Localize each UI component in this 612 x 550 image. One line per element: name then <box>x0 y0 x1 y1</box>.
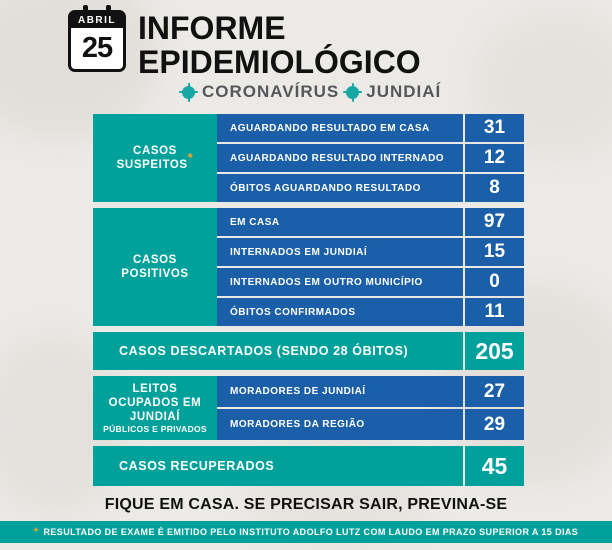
row-value: 15 <box>465 238 524 266</box>
asterisk-marker: * <box>33 526 39 538</box>
category-line1: LEITOS <box>132 382 178 395</box>
row-value: 29 <box>465 409 524 440</box>
row-label: ÓBITOS AGUARDANDO RESULTADO <box>217 174 463 202</box>
row-value: 31 <box>465 114 524 142</box>
row-value: 27 <box>465 376 524 407</box>
category-label-positivos <box>93 208 217 326</box>
row-value: 8 <box>465 174 524 202</box>
row-label: INTERNADOS EM OUTRO MUNICÍPIO <box>217 268 463 296</box>
row-casos-recuperados <box>93 446 524 486</box>
table-row <box>217 268 524 296</box>
category-line2: SUSPEITOS* <box>116 150 194 171</box>
footer-message: FIQUE EM CASA. SE PRECISAR SAIR, PREVINA-SE <box>104 496 508 513</box>
table-row <box>217 238 524 266</box>
row-label: AGUARDANDO RESULTADO EM CASA <box>217 114 463 142</box>
rows-positivos <box>217 208 524 326</box>
category-line2: OCUPADOS EM <box>108 396 202 409</box>
row-casos-descartados <box>93 332 524 370</box>
category-line3: JUNDIAÍ <box>129 410 181 423</box>
category-line1: CASOS <box>133 254 177 266</box>
title-group <box>138 10 441 102</box>
asterisk-marker: * <box>187 150 194 165</box>
data-blocks <box>0 114 612 486</box>
row-label: ÓBITOS CONFIRMADOS <box>217 298 463 326</box>
row-label: MORADORES DA REGIÃO <box>217 409 463 440</box>
category-line1: CASOS <box>133 145 177 157</box>
category-label-suspeitos <box>93 114 217 202</box>
subtitle-coronavirus: CORONAVÍRUS <box>202 82 340 101</box>
table-row <box>217 174 524 202</box>
table-row <box>217 298 524 326</box>
virus-icon <box>346 86 359 99</box>
table-row <box>217 144 524 172</box>
row-label: MORADORES DE JUNDIAÍ <box>217 376 463 407</box>
footer-note <box>0 521 612 543</box>
table-row <box>217 208 524 236</box>
calendar-ring-right <box>106 5 111 15</box>
row-value: 97 <box>465 208 524 236</box>
virus-icon <box>182 86 195 99</box>
row-value: 11 <box>465 298 524 326</box>
calendar-month: ABRIL <box>71 13 123 28</box>
subtitle-row <box>182 82 441 102</box>
row-label: CASOS DESCARTADOS (SENDO 28 ÓBITOS) <box>93 332 463 370</box>
subtitle-jundiai: JUNDIAÍ <box>366 82 442 101</box>
row-label: EM CASA <box>217 208 463 236</box>
row-label: INTERNADOS EM JUNDIAÍ <box>217 238 463 266</box>
table-row <box>217 114 524 142</box>
calendar-icon <box>68 10 126 72</box>
rows-suspeitos <box>217 114 524 202</box>
row-value: 45 <box>465 446 524 486</box>
row-value: 0 <box>465 268 524 296</box>
category-line2: POSITIVOS <box>121 268 189 280</box>
row-value: 12 <box>465 144 524 172</box>
row-value: 205 <box>465 332 524 370</box>
block-casos-suspeitos <box>93 114 524 202</box>
block-casos-positivos <box>93 208 524 326</box>
rows-leitos <box>217 376 524 440</box>
calendar-ring-left <box>83 5 88 15</box>
block-leitos-ocupados <box>93 376 524 440</box>
category-subtext: PÚBLICOS E PRIVADOS <box>103 423 207 434</box>
table-row <box>217 409 524 440</box>
table-row <box>217 376 524 407</box>
page-title-line1: INFORME <box>138 10 286 46</box>
row-label: AGUARDANDO RESULTADO INTERNADO <box>217 144 463 172</box>
header <box>0 0 612 102</box>
category-label-leitos <box>93 376 217 440</box>
row-label: CASOS RECUPERADOS <box>93 446 463 486</box>
footer-note-text: RESULTADO DE EXAME É EMITIDO PELO INSTITUTO ADOLFO LUTZ COM LAUDO EM PRAZO SUPERIOR A 15 DIAS <box>43 527 579 537</box>
page-title-line2: EPIDEMIOLÓGICO <box>138 44 421 80</box>
calendar-day: 25 <box>81 32 113 64</box>
